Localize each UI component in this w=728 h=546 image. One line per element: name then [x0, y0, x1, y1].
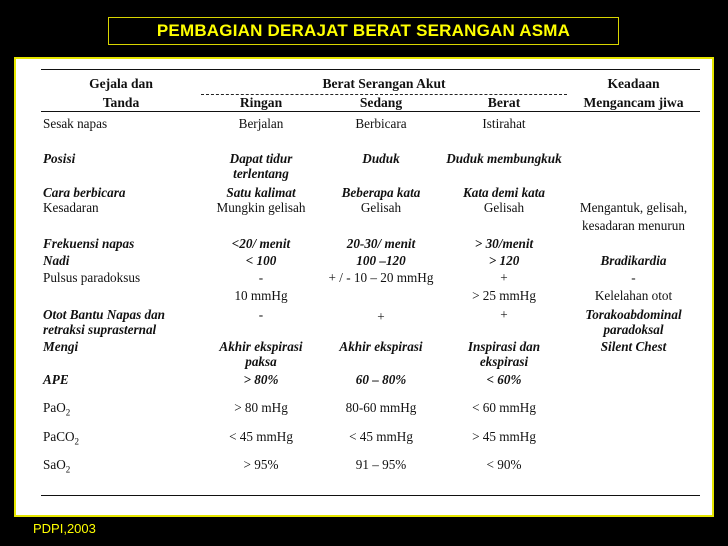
cell-sao2-berat: < 90%: [486, 457, 522, 472]
cell-mengi-berat-1: Inspirasi dan: [467, 339, 541, 354]
row-label-posisi: Posisi: [43, 151, 76, 166]
header-berat-serangan-akut: Berat Serangan Akut: [322, 76, 446, 91]
cell-mengi-berat-2: ekspirasi: [479, 354, 529, 369]
header-berat: Berat: [487, 95, 521, 110]
row-label-cara-berbicara: Cara berbicara: [43, 185, 126, 200]
row-label-pulsus-paradoksus: Pulsus paradoksus: [43, 270, 141, 285]
row-label-frekuensi-napas: Frekuensi napas: [43, 236, 135, 251]
cell-pao2-ringan: > 80 mHg: [234, 400, 288, 415]
cell-ape-berat: < 60%: [486, 372, 522, 387]
cell-pulsus-sedang: + / - 10 – 20 mmHg: [328, 270, 434, 285]
slide-title: PEMBAGIAN DERAJAT BERAT SERANGAN ASMA: [108, 17, 619, 45]
row-label-sesak-napas: Sesak napas: [43, 116, 108, 131]
cell-otot-mengancam-1: Torakoabdominal: [585, 307, 682, 322]
cell-frekuensi-ringan: <20/ menit: [231, 236, 291, 251]
cell-pulsus-berat-2: > 25 mmHg: [472, 288, 536, 303]
header-ringan: Ringan: [239, 95, 283, 110]
cell-kesadaran-ringan: Mungkin gelisah: [216, 200, 306, 215]
cell-posisi-ringan-1: Dapat tidur: [229, 151, 293, 166]
cell-cara-sedang: Beberapa kata: [341, 185, 421, 200]
cell-otot-berat: +: [500, 307, 508, 322]
cell-sesak-sedang: Berbicara: [355, 116, 407, 131]
cell-sesak-ringan: Berjalan: [238, 116, 284, 131]
cell-posisi-ringan-2: terlentang: [233, 166, 289, 181]
table-top-rule: [41, 69, 700, 70]
row-label-ape: APE: [43, 372, 69, 387]
row-label-otot-bantu-napas-1: Otot Bantu Napas dan: [43, 307, 166, 322]
cell-otot-sedang: +: [377, 309, 385, 324]
cell-sesak-berat: Istirahat: [482, 116, 526, 131]
cell-pulsus-mengancam-1: -: [631, 270, 636, 285]
cell-kesadaran-sedang: Gelisah: [360, 200, 402, 215]
header-bottom-rule: [41, 111, 700, 112]
cell-cara-ringan: Satu kalimat: [226, 185, 296, 200]
row-label-otot-bantu-napas-2: retraksi suprasternal: [43, 322, 157, 337]
cell-kesadaran-berat: Gelisah: [483, 200, 525, 215]
cell-sao2-sedang: 91 – 95%: [355, 457, 407, 472]
cell-frekuensi-berat: > 30/menit: [474, 236, 534, 251]
cell-nadi-berat: > 120: [488, 253, 520, 268]
cell-nadi-mengancam: Bradikardia: [600, 253, 667, 268]
cell-kesadaran-mengancam-1: Mengantuk, gelisah,: [579, 200, 688, 215]
cell-posisi-berat: Duduk membungkuk: [446, 151, 562, 166]
cell-pulsus-berat-1: +: [500, 270, 508, 285]
cell-nadi-ringan: < 100: [245, 253, 277, 268]
cell-frekuensi-sedang: 20-30/ menit: [346, 236, 416, 251]
cell-mengi-sedang: Akhir ekspirasi: [339, 339, 423, 354]
row-label-mengi: Mengi: [43, 339, 79, 354]
cell-pao2-berat: < 60 mmHg: [472, 400, 536, 415]
cell-pulsus-ringan-2: 10 mmHg: [234, 288, 288, 303]
cell-mengi-ringan-2: paksa: [245, 354, 277, 369]
cell-pao2-sedang: 80-60 mmHg: [345, 400, 417, 415]
row-label-kesadaran: Kesadaran: [43, 200, 99, 215]
row-label-sao2: SaO$_2$: [43, 457, 71, 475]
cell-mengi-ringan-1: Akhir ekspirasi: [219, 339, 303, 354]
cell-paco2-sedang: < 45 mmHg: [349, 429, 413, 444]
cell-paco2-berat: > 45 mmHg: [472, 429, 536, 444]
header-gejala-1: Gejala dan: [89, 76, 153, 91]
asthma-severity-table: [41, 69, 706, 509]
table-bottom-rule: [41, 495, 700, 496]
header-sedang: Sedang: [359, 95, 403, 110]
cell-posisi-sedang: Duduk: [362, 151, 400, 166]
cell-otot-mengancam-2: paradoksal: [603, 322, 664, 337]
header-mengancam-jiwa: Mengancam jiwa: [583, 95, 684, 110]
cell-mengi-mengancam: Silent Chest: [600, 339, 667, 354]
cell-pulsus-mengancam-2: Kelelahan otot: [594, 288, 673, 303]
row-label-nadi: Nadi: [43, 253, 70, 268]
cell-pulsus-ringan-1: -: [258, 270, 264, 285]
header-gejala-2: Tanda: [102, 95, 140, 110]
table-frame: [14, 57, 714, 517]
cell-sao2-ringan: > 95%: [243, 457, 279, 472]
cell-kesadaran-mengancam-2: kesadaran menurun: [582, 218, 685, 233]
cell-otot-ringan: -: [258, 307, 264, 322]
row-label-pao2: PaO$_2$: [43, 400, 71, 418]
cell-nadi-sedang: 100 –120: [356, 253, 406, 268]
cell-ape-sedang: 60 – 80%: [355, 372, 407, 387]
row-label-paco2: PaCO$_2$: [43, 429, 80, 447]
header-keadaan: Keadaan: [607, 76, 660, 91]
source-citation: PDPI,2003: [33, 521, 96, 536]
cell-cara-berat: Kata demi kata: [462, 185, 546, 200]
cell-paco2-ringan: < 45 mmHg: [229, 429, 293, 444]
cell-ape-ringan: > 80%: [243, 372, 279, 387]
